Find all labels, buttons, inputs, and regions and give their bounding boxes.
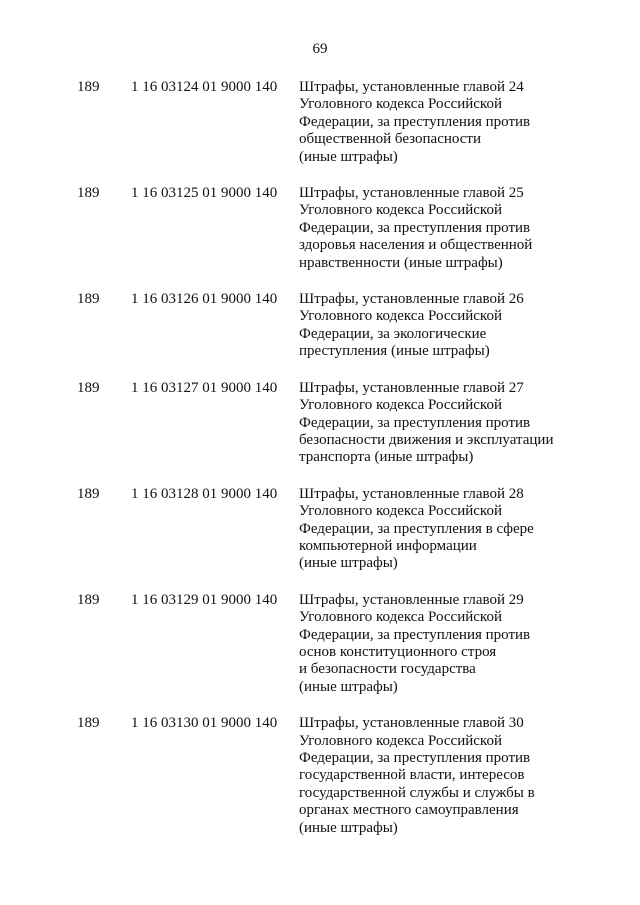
description-line: (иные штрафы) — [299, 819, 398, 836]
description-line: (иные штрафы) — [299, 555, 398, 572]
admin-code: 189 — [77, 485, 100, 502]
description-line: Федерации, за преступления против — [299, 219, 531, 236]
description-line: преступления (иные штрафы) — [299, 343, 490, 360]
kbk-code: 1 16 03127 01 9000 140 — [131, 379, 278, 396]
description-line: (иные штрафы) — [299, 148, 398, 165]
row-description — [299, 592, 564, 696]
kbk-code: 1 16 03126 01 9000 140 — [131, 291, 278, 308]
description-line: общественной безопасности — [299, 131, 482, 148]
description-line: компьютерной информации — [299, 537, 477, 554]
description-line: Федерации, за преступления против — [299, 414, 531, 431]
description-line: Уголовного кодекса Российской — [299, 503, 502, 520]
table-row — [0, 380, 640, 467]
row-description — [299, 291, 564, 361]
description-line: транспорта (иные штрафы) — [299, 449, 474, 466]
budget-code-table — [0, 79, 640, 856]
description-line: и безопасности государства — [299, 661, 476, 678]
table-row — [0, 185, 640, 272]
description-line: Федерации, за преступления против — [299, 113, 531, 130]
description-line: Уголовного кодекса Российской — [299, 609, 502, 626]
description-line: Федерации, за преступления в сфере — [299, 520, 534, 537]
kbk-code: 1 16 03129 01 9000 140 — [131, 591, 278, 608]
description-line: Уголовного кодекса Российской — [299, 202, 502, 219]
description-line: государственной власти, интересов — [299, 767, 525, 784]
admin-code: 189 — [77, 291, 100, 308]
description-line: органах местного самоуправления — [299, 802, 519, 819]
kbk-code: 1 16 03124 01 9000 140 — [131, 79, 278, 95]
description-line: Уголовного кодекса Российской — [299, 732, 502, 749]
table-row — [0, 715, 640, 837]
description-line: государственной службы и службы в — [299, 784, 535, 801]
description-line: Федерации, за экологические — [299, 325, 487, 342]
description-line: Уголовного кодекса Российской — [299, 96, 502, 113]
description-line: Федерации, за преступления против — [299, 626, 531, 643]
row-description — [299, 715, 564, 837]
table-row — [0, 291, 640, 361]
table-row — [0, 79, 640, 166]
description-line: Штрафы, установленные главой 27 — [299, 379, 524, 396]
kbk-code: 1 16 03125 01 9000 140 — [131, 185, 278, 202]
description-line: Уголовного кодекса Российской — [299, 397, 502, 414]
description-line: основ конституционного строя — [299, 643, 497, 660]
description-line: Штрафы, установленные главой 26 — [299, 291, 524, 308]
row-description — [299, 486, 564, 573]
description-line: Штрафы, установленные главой 25 — [299, 185, 524, 202]
table-row — [0, 486, 640, 573]
description-line: Уголовного кодекса Российской — [299, 308, 502, 325]
description-line: Штрафы, установленные главой 28 — [299, 485, 524, 502]
admin-code: 189 — [77, 79, 100, 95]
description-line: Штрафы, установленные главой 29 — [299, 591, 524, 608]
description-line: Штрафы, установленные главой 24 — [299, 79, 524, 95]
description-line: нравственности (иные штрафы) — [299, 254, 503, 271]
table-row — [0, 592, 640, 696]
description-line: Федерации, за преступления против — [299, 750, 531, 766]
description-line: здоровья населения и общественной — [299, 237, 533, 254]
description-line: (иные штрафы) — [299, 678, 398, 695]
page-number: 69 — [312, 41, 328, 57]
row-description — [299, 79, 564, 166]
row-description — [299, 380, 564, 467]
row-description — [299, 185, 564, 272]
admin-code: 189 — [77, 379, 100, 396]
kbk-code: 1 16 03128 01 9000 140 — [131, 485, 278, 502]
admin-code: 189 — [77, 591, 100, 608]
admin-code: 189 — [77, 715, 100, 732]
admin-code: 189 — [77, 185, 100, 202]
kbk-code: 1 16 03130 01 9000 140 — [131, 715, 278, 732]
description-line: Штрафы, установленные главой 30 — [299, 715, 524, 732]
description-line: безопасности движения и эксплуатации — [299, 431, 554, 448]
